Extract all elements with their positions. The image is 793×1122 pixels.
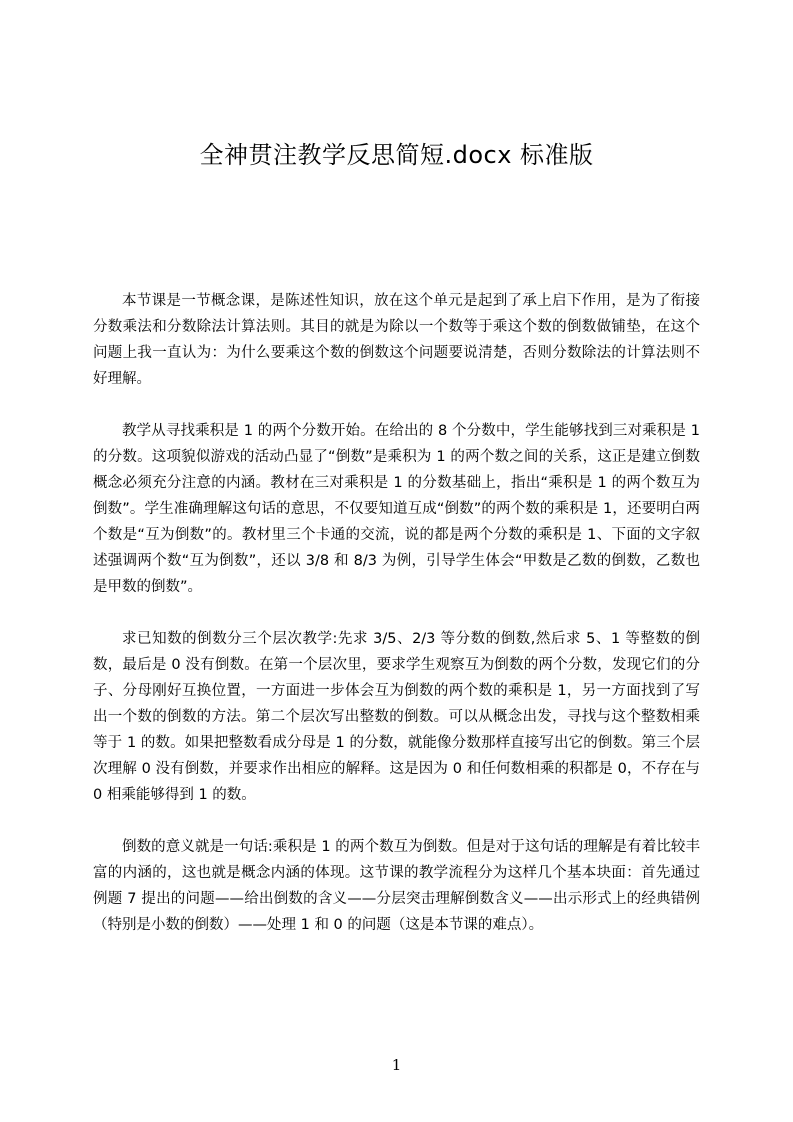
paragraph-4: 倒数的意义就是一句话:乘积是 1 的两个数互为倒数。但是对于这句话的理解是有着比较丰富的内涵的，这也就是概念内涵的体现。这节课的教学流程分为这样几个基本块面：首先通过例题 7 提出的问题——给出倒数的含义——分层突击理解倒数含义——出示形式上的经典错例（特别是小数的倒数）——处理 1 和 0 的问题（这是本节课的难点）。 <box>93 839 700 933</box>
paragraph-3: 求已知数的倒数分三个层次教学:先求 3/5、2/3 等分数的倒数,然后求 5、1 等整数的倒数，最后是 0 没有倒数。在第一个层次里，要求学生观察互为倒数的两个分数，发现它们的分子、分母刚好互换位置，一方面进一步体会互为倒数的两个数的乘积是 1，另一方面找到了写出一个数的倒数的方法。第二个层次写出整数的倒数。可以从概念出发，寻找与这个整数相乘等于 1 的数。如果把整数看成分母是 1 的分数，就能像分数那样直接写出它的倒数。第三个层次理解 0 没有倒数，并要求作出相应的解释。这是因为 0 和任何数相乘的积都是 0，不存在与 0 相乘能够得到 1 的数。 <box>93 631 700 803</box>
paragraph-2: 教学从寻找乘积是 1 的两个分数开始。在给出的 8 个分数中，学生能够找到三对乘积是 1 的分数。这项貌似游戏的活动凸显了“倒数”是乘积为 1 的两个数之间的关系，这正是建立倒数概念必须充分注意的内涵。教材在三对乘积是 1 的分数基础上，指出“乘积是 1 的两个数互为倒数”。学生准确理解这句话的意思，不仅要知道互成“倒数”的两个数的乘积是 1，还要明白两个数是“互为倒数”的。教材里三个卡通的交流，说的都是两个分数的乘积是 1、下面的文字叙述强调两个数“互为倒数”，还以 3/8 和 8/3 为例，引导学生体会“甲数是乙数的倒数，乙数也是甲数的倒数”。 <box>93 423 700 595</box>
document-body <box>93 288 700 964</box>
paragraph-1: 本节课是一节概念课，是陈述性知识，放在这个单元是起到了承上启下作用，是为了衔接分数乘法和分数除法计算法则。其目的就是为除以一个数等于乘这个数的倒数做铺垫，在这个问题上我一直认为：为什么要乘这个数的倒数这个问题要说清楚，否则分数除法的计算法则不好理解。 <box>93 293 700 387</box>
page-number: 1 <box>391 1056 402 1074</box>
document-title: 全神贯注教学反思简短.docx 标准版 <box>199 141 594 169</box>
